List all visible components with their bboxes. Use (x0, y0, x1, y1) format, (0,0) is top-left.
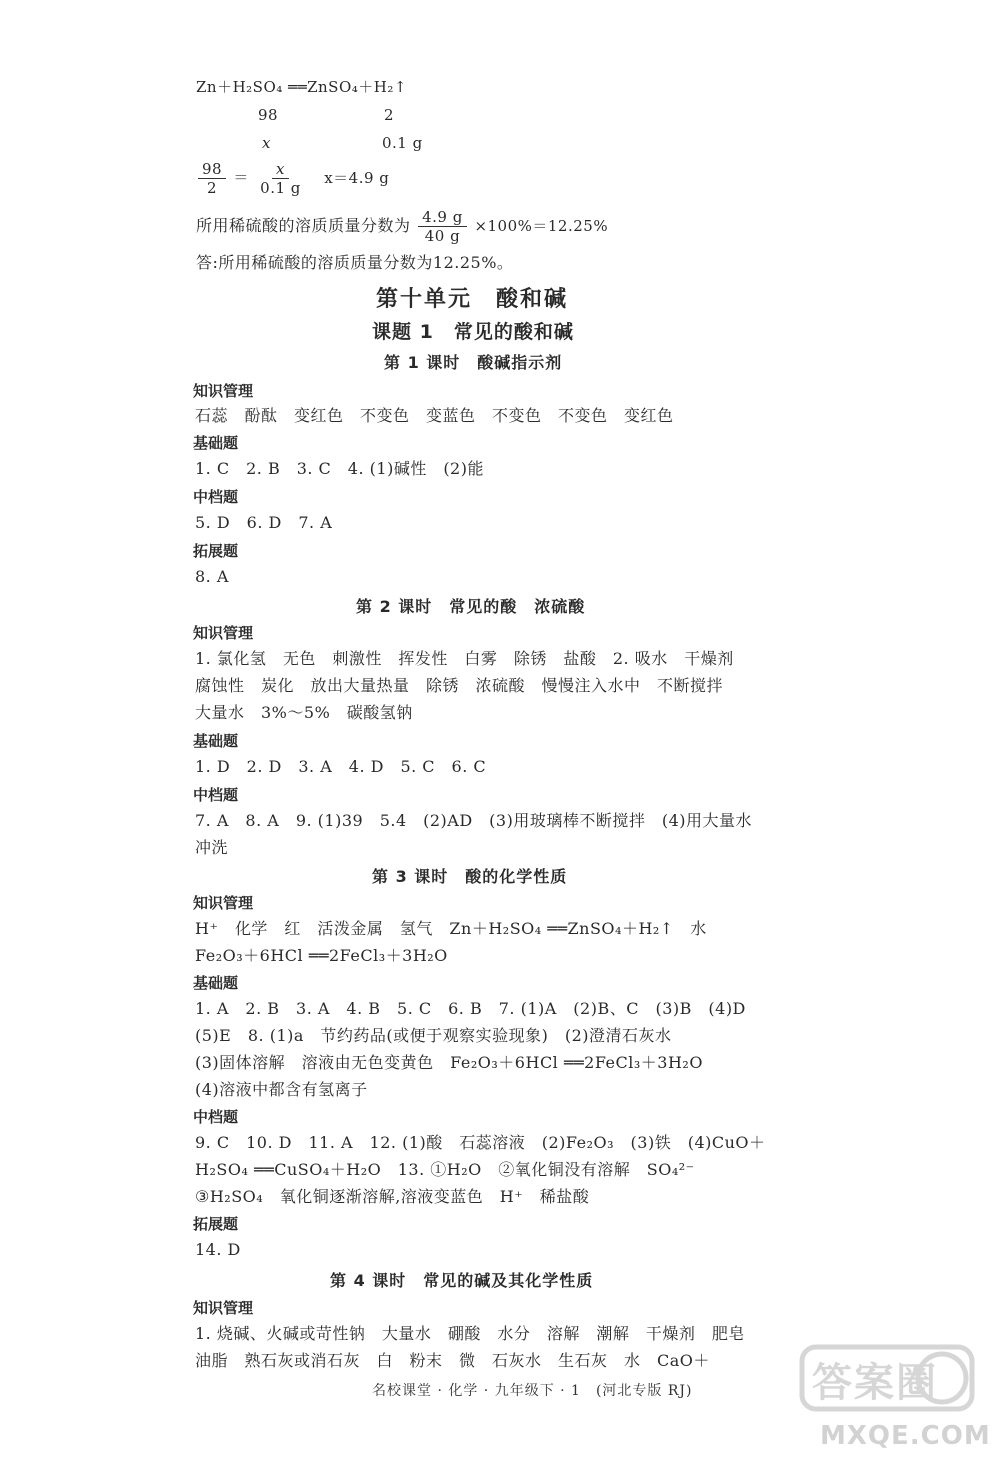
section-heading: 基础题 (193, 974, 239, 992)
answer-line: 冲洗 (195, 838, 229, 857)
answer-line: H⁺ 化学 红 活泼金属 氢气 Zn＋H₂SO₄ ══ZnSO₄＋H₂↑ 水 (195, 919, 707, 938)
section-heading: 中档题 (193, 488, 239, 506)
answer-statement: 答:所用稀硫酸的溶质质量分数为12.25%。 (196, 253, 514, 272)
watermark-logo (792, 1329, 991, 1459)
section-heading: 知识管理 (193, 624, 254, 642)
lesson-4-title: 第 4 课时 常见的碱及其化学性质 (330, 1271, 594, 1290)
answer-line: (4)溶液中都含有氢离子 (195, 1080, 368, 1099)
lesson-3-title: 第 3 课时 酸的化学性质 (372, 867, 568, 886)
section-heading: 知识管理 (193, 894, 254, 912)
mass-fraction: $\frac{4.9 g}{40 g}$ (418, 208, 467, 245)
section-heading: 基础题 (193, 434, 239, 452)
lesson-2-title: 第 2 课时 常见的酸 浓硫酸 (356, 597, 586, 616)
reaction-equation: Zn＋H₂SO₄ ══ZnSO₄＋H₂↑ (196, 78, 407, 96)
answer-line: (3)固体溶解 溶液由无色变黄色 Fe₂O₃＋6HCl ══2FeCl₃＋3H₂O (195, 1053, 703, 1072)
known-mass: 0.1 g (382, 134, 423, 152)
answer-line: Fe₂O₃＋6HCl ══2FeCl₃＋3H₂O (195, 946, 448, 965)
answer-line: H₂SO₄ ══CuSO₄＋H₂O 13. ①H₂O ②氧化铜没有溶解 SO₄²⁻ (195, 1160, 695, 1179)
watermark-url: MXQE.COM (820, 1421, 991, 1451)
answer-line: ③H₂SO₄ 氧化铜逐渐溶解,溶液变蓝色 H⁺ 稀盐酸 (195, 1187, 590, 1206)
answer-line: (5)E 8. (1)a 节约药品(或便于观察实验现象) (2)澄清石灰水 (195, 1026, 672, 1045)
answer-line: 1. C 2. B 3. C 4. (1)碱性 (2)能 (195, 459, 484, 478)
proportion-fraction-2: $\frac{x}{0.1 g}$ (260, 160, 301, 197)
lesson-1-title: 第 1 课时 酸碱指示剂 (384, 353, 563, 372)
page-footer: 名校课堂 · 化学 · 九年级下 · 1 (河北专版 RJ) (372, 1383, 693, 1399)
section-heading: 拓展题 (193, 1215, 239, 1233)
section-heading: 知识管理 (193, 1299, 254, 1317)
proportion-line: $\frac{98}{2}$ ＝ $\frac{x}{0.1 g}$ x＝4.9 g (196, 160, 389, 197)
section-heading: 中档题 (193, 1108, 239, 1126)
answer-line: 8. A (195, 567, 229, 586)
section-heading: 基础题 (193, 732, 239, 750)
answer-line: 石蕊 酚酞 变红色 不变色 变蓝色 不变色 不变色 变红色 (195, 406, 674, 425)
answer-line: 油脂 熟石灰或消石灰 白 粉末 微 石灰水 生石灰 水 CaO＋ (195, 1351, 710, 1370)
answer-line: 1. D 2. D 3. A 4. D 5. C 6. C (195, 757, 487, 776)
answer-line: 5. D 6. D 7. A (195, 513, 333, 532)
answer-line: 1. 氯化氢 无色 刺激性 挥发性 白雾 除锈 盐酸 2. 吸水 干燥剂 (195, 649, 734, 668)
section-heading: 拓展题 (193, 542, 239, 560)
molar-mass-1: 98 (258, 106, 279, 124)
answer-line: 7. A 8. A 9. (1)39 5.4 (2)AD (3)用玻璃棒不断搅拌 (4)用大量水 (195, 811, 753, 830)
answer-line: 14. D (195, 1240, 241, 1259)
molar-mass-2: 2 (384, 106, 395, 124)
topic-title: 课题 1 常见的酸和碱 (372, 321, 574, 343)
proportion-fraction-1: $\frac{98}{2}$ (198, 160, 226, 197)
section-heading: 中档题 (193, 786, 239, 804)
answer-line: 9. C 10. D 11. A 12. (1)酸 石蕊溶液 (2)Fe₂O₃ (3)铁 (4)CuO＋ (195, 1133, 766, 1152)
watermark-text: 答案圈 (812, 1360, 938, 1406)
section-heading: 知识管理 (193, 382, 254, 400)
answer-line: 腐蚀性 炭化 放出大量热量 除锈 浓硫酸 慢慢注入水中 不断搅拌 (195, 676, 724, 695)
answer-line: 1. A 2. B 3. A 4. B 5. C 6. B 7. (1)A (2)B、C (3)B (4)D (195, 999, 746, 1018)
unknown-x: x (262, 134, 271, 152)
proportion-result: x＝4.9 g (324, 168, 390, 187)
answer-line: 1. 烧碱、火碱或苛性钠 大量水 硼酸 水分 溶解 潮解 干燥剂 肥皂 (195, 1324, 745, 1343)
unit-title: 第十单元 酸和碱 (376, 287, 569, 312)
answer-line: 大量水 3%～5% 碳酸氢钠 (195, 703, 413, 722)
mass-fraction-line: 所用稀硫酸的溶质质量分数为 $\frac{4.9 g}{40 g}$ ×100%＝12.25% (196, 208, 609, 245)
